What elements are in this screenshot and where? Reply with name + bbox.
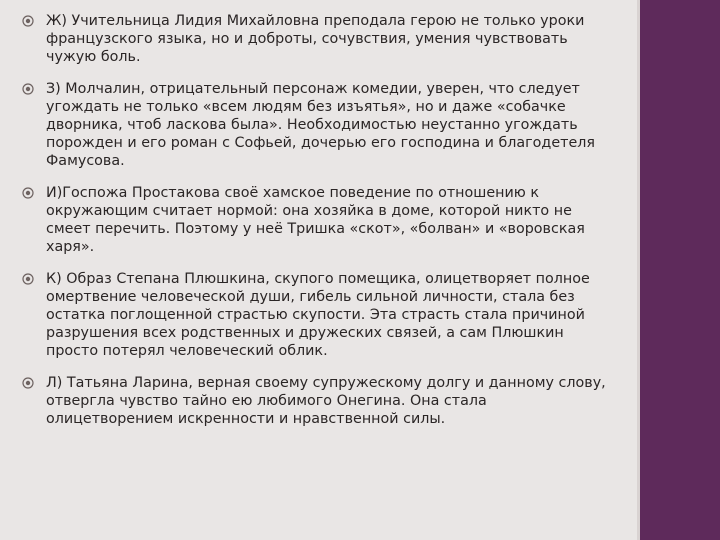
- circle-dot-icon: [22, 15, 34, 27]
- list-item-text: Ж) Учительница Лидия Михайловна преподала герою не только уроки французского языка, но и доброты, сочувствия, умения чувствовать чужую боль.: [46, 13, 585, 65]
- list-item: [20, 12, 610, 66]
- list-item: [20, 80, 610, 170]
- list-item-text: Л) Татьяна Ларина, верная своему супружескому долгу и данному слову, отвергла чувство тайно ею любимого Онегина. Она стала олицетворением искренности и нравственной силы.: [46, 375, 606, 427]
- decorative-sidebar: [640, 0, 720, 540]
- list-item: [20, 270, 610, 360]
- circle-dot-icon: [22, 187, 34, 199]
- list-item-text: З) Молчалин, отрицательный персонаж комедии, уверен, что следует угождать не только «всем людям без изъятья», но и даже «собачке дворника, чтоб ласкова была». Необходимостью неустанно угождать порожден и его роман с Софьей, дочерью его господина и благодетеля Фамусова.: [46, 81, 595, 169]
- list-item: [20, 184, 610, 256]
- circle-dot-icon: [22, 83, 34, 95]
- circle-dot-icon: [22, 377, 34, 389]
- circle-dot-icon: [22, 273, 34, 285]
- list-item-text: К) Образ Степана Плюшкина, скупого помещика, олицетворяет полное омертвение человеческой души, гибель сильной личности, стала без остатка поглощенной страстью скупости. Эта страсть стала причиной разрушения всех родственных и дружеских связей, а сам Плюшкин просто потерял человеческий облик.: [46, 271, 590, 359]
- list-item: [20, 374, 610, 428]
- bullet-list: [20, 12, 610, 442]
- list-item-text: И)Госпожа Простакова своё хамское поведение по отношению к окружающим считает нормой: она хозяйка в доме, которой никто не смеет перечить. Поэтому у неё Тришка «скот», «болван» и «воровская харя».: [46, 185, 585, 255]
